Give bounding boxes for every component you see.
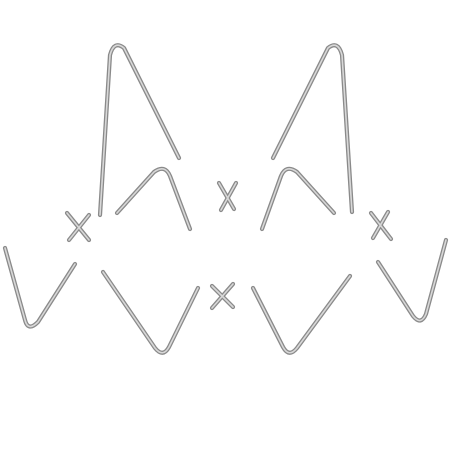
cross-clip-right xyxy=(371,212,391,239)
v-hook-far-right xyxy=(378,240,446,321)
cross-clip-top-center xyxy=(219,183,236,210)
cross-clip-bottom-center xyxy=(212,284,233,308)
cross-clip-left xyxy=(67,213,89,240)
v-hook-center-left xyxy=(103,272,198,353)
small-hook-left xyxy=(117,169,190,229)
v-hook-center-right xyxy=(253,276,350,353)
small-hook-right xyxy=(262,169,334,229)
v-hook-far-left xyxy=(5,248,75,327)
